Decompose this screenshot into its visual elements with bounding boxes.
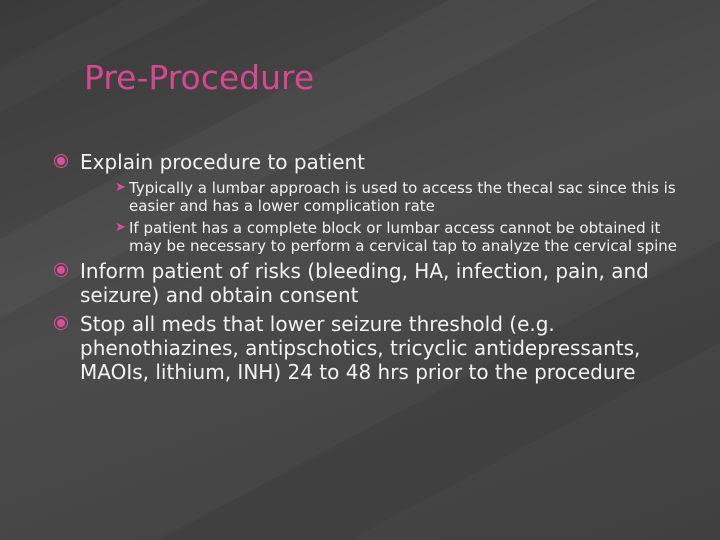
arrowhead-bullet-icon: ➤ <box>115 180 126 195</box>
circle-bullet-icon <box>57 266 65 274</box>
bullet-text: Stop all meds that lower seizure threshold (e.g. phenothiazines, antipschotics, tricyclic antidepressants, MAOIs, lithium, INH) 24 to 48 hrs prior to the procedure <box>80 312 641 384</box>
sub-bullet-text: If patient has a complete block or lumbar access cannot be obtained it may be necessary to perform a cervical tap to analyze the cervical spine <box>129 219 677 255</box>
bullet-text: Inform patient of risks (bleeding, HA, infection, pain, and seizure) and obtain consent <box>80 259 649 307</box>
bullet-item <box>54 259 694 307</box>
bullet-item <box>54 312 694 384</box>
sub-bullet-item <box>115 219 694 255</box>
sub-bullet-text: Typically a lumbar approach is used to access the thecal sac since this is easier and has a lower complication rate <box>129 179 676 215</box>
slide-title: Pre-Procedure <box>84 58 315 97</box>
circle-bullet-icon <box>57 319 65 327</box>
slide-body <box>54 150 694 389</box>
sub-bullet-item <box>115 179 694 215</box>
circle-bullet-icon <box>57 157 65 165</box>
arrowhead-bullet-icon: ➤ <box>115 220 126 235</box>
bullet-text: Explain procedure to patient <box>80 150 366 174</box>
bullet-item <box>54 150 694 174</box>
